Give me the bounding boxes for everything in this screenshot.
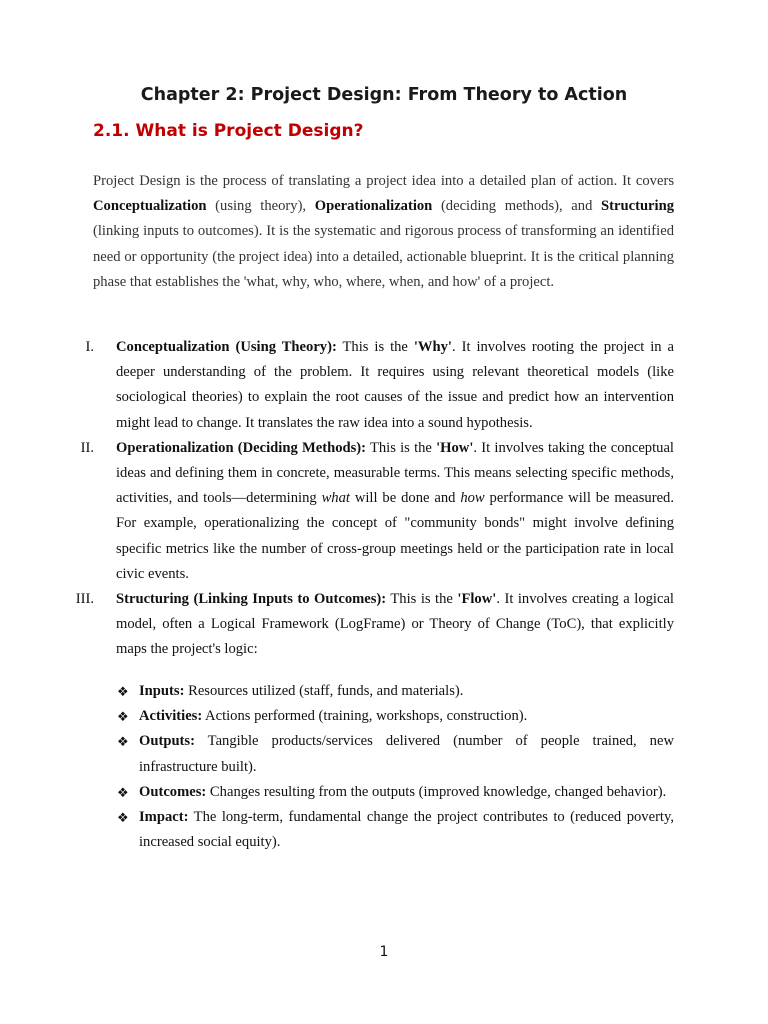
list-item-text [116,339,674,431]
list-item-text [116,440,674,582]
list-item-key-term: 'How' [436,439,474,456]
intro-paragraph [93,169,674,295]
intro-term-conceptualization: Conceptualization [93,198,207,215]
intro-text-1: Project Design is the process of translating a project idea into a detailed plan of action. It covers [93,173,674,189]
page-number: 1 [379,944,389,960]
list-item [117,704,674,729]
intro-text-3: (deciding methods), and [432,198,602,215]
chapter-title: Chapter 2: Project Design: From Theory to Action [140,85,628,105]
list-item-heading: Operationalization (Deciding Methods): [116,439,367,456]
list-text-segment: will be done and [349,490,461,507]
bullet-label: Outcomes: [139,783,207,800]
list-text-segment: . It involves taking the conceptual ideas and defining them in concrete, measurable terms. This means selecting specific methods, activities, and tools—determining [116,439,674,507]
roman-numeral: III. [75,591,94,608]
list-text-segment: This is the [386,591,458,608]
bullet-text: Actions performed (training, workshops, construction). [202,708,528,725]
bullet-label: Outputs: [139,733,195,750]
diamond-bullet-icon: ❖ [117,810,129,826]
list-item [117,679,674,704]
bullet-label: Impact: [139,809,189,826]
diamond-bullet-icon: ❖ [117,684,129,699]
bullet-text: The long-term, fundamental change the project contributes to (reduced poverty, increased social equity). [139,809,674,851]
bullet-text: Tangible products/services delivered (number of people trained, new infrastructure built). [139,733,674,775]
list-item [60,335,674,436]
diamond-bullet-list [117,679,674,855]
list-item [60,587,674,663]
list-text-segment: . It involves rooting the project in a deeper understanding of the problem. It requires using relevant theoretical models (like sociological theories) to explain the root causes of the issue and predict how an intervention might lead to change. It translates the raw idea into a sound hypothesis. [116,339,674,431]
diamond-bullet-icon: ❖ [117,709,129,725]
list-item [117,729,674,779]
intro-text-4: (linking inputs to outcomes). It is the systematic and rigorous process of transforming an identified need or opportunity (the project idea) into a detailed, actionable blueprint. It is the critical planning phase that establishes the 'what, why, who, where, when, and how' of a project. [93,223,674,290]
intro-text-2: (using theory), [206,198,315,215]
emphasis-what: what [321,490,350,507]
list-item-key-term: 'Flow' [457,591,497,608]
list-item-text [116,591,674,657]
list-text-segment: This is the [366,439,437,456]
list-item [60,436,674,587]
list-text-segment: . It involves creating a logical model, often a Logical Framework (LogFrame) or Theory of Change (ToC), that explicitly maps the project's logic: [116,591,674,658]
list-text-segment: performance will be measured. For example, operationalizing the concept of "community bonds" might involve defining specific metrics like the number of cross-group meetings held or the participation rate in local civic events. [116,490,674,582]
list-item-heading: Conceptualization (Using Theory): [116,339,337,355]
list-item-heading: Structuring (Linking Inputs to Outcomes): [116,591,387,608]
roman-numeral-list [60,335,674,663]
emphasis-how: how [460,490,485,507]
list-item [117,780,674,805]
list-item-key-term: 'Why' [413,339,452,355]
list-text-segment: This is the [336,339,414,355]
bullet-text: Changes resulting from the outputs (improved knowledge, changed behavior). [206,783,667,800]
roman-numeral: I. [85,339,94,355]
section-heading: 2.1. What is Project Design? [93,121,364,141]
bullet-text: Resources utilized (staff, funds, and materials). [184,683,464,699]
bullet-label: Inputs: [139,683,185,699]
list-item [117,805,674,855]
diamond-bullet-icon: ❖ [117,784,129,800]
intro-term-operationalization: Operationalization [314,198,433,215]
bullet-label: Activities: [139,708,203,725]
roman-numeral: II. [80,439,94,456]
diamond-bullet-icon: ❖ [117,734,129,750]
intro-term-structuring: Structuring [601,198,674,215]
